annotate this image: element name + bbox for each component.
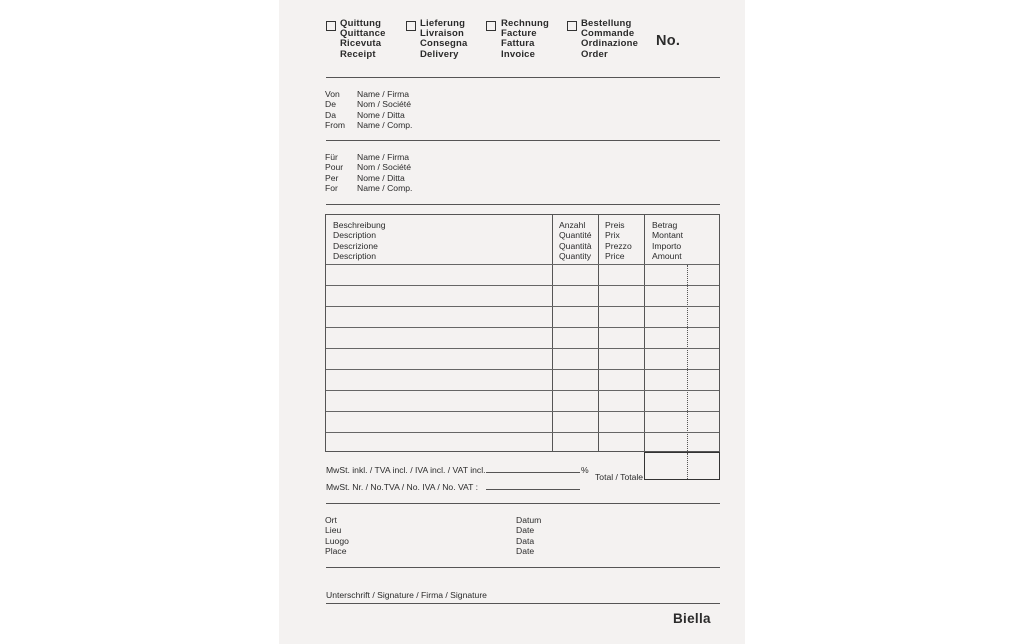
date-label: Date <box>516 545 535 556</box>
to-labels <box>325 152 343 193</box>
to-field-label: Name / Comp. <box>357 182 413 193</box>
header-line: Beschreibung <box>333 220 386 230</box>
doctype-line: Quittance <box>340 28 386 40</box>
from-field-label: Nom / Société <box>357 99 411 110</box>
date-label: Data <box>516 535 535 546</box>
column-divider <box>598 215 599 451</box>
doctype-line: Ordinazione <box>581 38 639 50</box>
to-label: Pour <box>325 162 344 173</box>
column-divider <box>552 215 553 451</box>
checkbox-invoice[interactable] <box>486 21 496 31</box>
vat-percent-line[interactable] <box>486 472 580 473</box>
header-price <box>605 220 632 261</box>
divider <box>326 503 720 504</box>
total-box[interactable] <box>644 452 720 480</box>
doctype-receipt-label <box>340 19 386 60</box>
doctype-line: Bestellung <box>581 18 632 29</box>
row-divider <box>326 306 719 307</box>
percent-sign: % <box>581 465 589 475</box>
place-labels <box>325 515 349 556</box>
signature-line[interactable] <box>326 603 720 604</box>
row-divider <box>326 348 719 349</box>
divider <box>326 77 720 78</box>
cents-divider <box>687 265 688 451</box>
date-label: Date <box>516 525 535 536</box>
vat-number-label: MwSt. Nr. / No.TVA / No. IVA / No. VAT : <box>326 482 479 492</box>
divider <box>326 567 720 568</box>
header-quantity <box>559 220 592 261</box>
to-field-label: Name / Firma <box>357 152 410 162</box>
divider <box>326 140 720 141</box>
header-amount <box>652 220 683 261</box>
doctype-line: Lieferung <box>420 18 466 29</box>
doctype-delivery-label <box>420 19 468 60</box>
header-line: Prix <box>605 230 620 241</box>
form-sheet <box>279 0 745 644</box>
doctype-line: Rechnung <box>501 18 550 29</box>
from-label: From <box>325 119 346 130</box>
total-label: Total / Totale <box>595 472 644 482</box>
doctype-order-label <box>581 19 638 60</box>
from-label: Da <box>325 109 336 120</box>
header-line: Montant <box>652 230 684 241</box>
header-line: Preis <box>605 220 625 230</box>
row-divider <box>326 327 719 328</box>
row-divider <box>326 285 719 286</box>
header-line: Betrag <box>652 220 678 230</box>
to-label: For <box>325 182 338 193</box>
vat-number-line[interactable] <box>486 489 580 490</box>
place-label: Lieu <box>325 525 342 536</box>
doctype-line: Invoice <box>501 48 536 60</box>
items-table <box>325 214 720 452</box>
header-line: Descrizione <box>333 240 378 251</box>
doctype-line: Fattura <box>501 38 535 50</box>
date-labels <box>516 515 541 556</box>
doctype-line: Commande <box>581 28 635 40</box>
row-divider <box>326 390 719 391</box>
place-label: Place <box>325 545 347 556</box>
to-field-label: Nome / Ditta <box>357 172 405 183</box>
row-divider <box>326 432 719 433</box>
from-label: Von <box>325 89 340 99</box>
signature-label: Unterschrift / Signature / Firma / Signature <box>326 590 487 600</box>
doctype-line: Receipt <box>340 48 376 60</box>
brand-logo: Biella <box>673 611 711 626</box>
doctype-line: Consegna <box>420 38 468 50</box>
to-field-label: Nom / Société <box>357 162 411 173</box>
doctype-invoice-label <box>501 19 549 60</box>
from-field-label: Nome / Ditta <box>357 109 405 120</box>
vat-included-label: MwSt. inkl. / TVA incl. / IVA incl. / VAT incl. <box>326 465 486 475</box>
column-divider <box>644 215 645 451</box>
from-field-label: Name / Firma <box>357 89 410 99</box>
checkbox-receipt[interactable] <box>326 21 336 31</box>
place-label: Luogo <box>325 535 349 546</box>
divider <box>326 204 720 205</box>
header-line: Amount <box>652 250 682 261</box>
to-fields[interactable] <box>357 152 412 193</box>
doctype-line: Facture <box>501 28 537 40</box>
from-label: De <box>325 99 336 110</box>
header-line: Prezzo <box>605 240 632 251</box>
checkbox-delivery[interactable] <box>406 21 416 31</box>
checkbox-order[interactable] <box>567 21 577 31</box>
place-label: Ort <box>325 515 337 525</box>
doctype-line: Quittung <box>340 18 382 29</box>
row-divider <box>326 411 719 412</box>
row-divider <box>326 264 719 265</box>
from-field-label: Name / Comp. <box>357 119 413 130</box>
doctype-line: Ricevuta <box>340 38 382 50</box>
header-line: Anzahl <box>559 220 586 230</box>
from-fields[interactable] <box>357 89 412 130</box>
header-line: Price <box>605 250 625 261</box>
header-line: Importo <box>652 240 682 251</box>
row-divider <box>326 369 719 370</box>
to-label: Für <box>325 152 338 162</box>
doctype-line: Order <box>581 48 608 60</box>
from-labels <box>325 89 345 130</box>
doctype-line: Delivery <box>420 48 459 60</box>
header-line: Description <box>333 230 376 241</box>
header-line: Quantità <box>559 240 592 251</box>
doctype-line: Livraison <box>420 28 465 40</box>
header-line: Quantité <box>559 230 592 241</box>
header-line: Description <box>333 250 376 261</box>
date-label: Datum <box>516 515 542 525</box>
document-number-label: No. <box>656 33 681 49</box>
to-label: Per <box>325 172 339 183</box>
header-description <box>333 220 386 261</box>
cents-divider <box>687 453 688 479</box>
header-line: Quantity <box>559 250 592 261</box>
